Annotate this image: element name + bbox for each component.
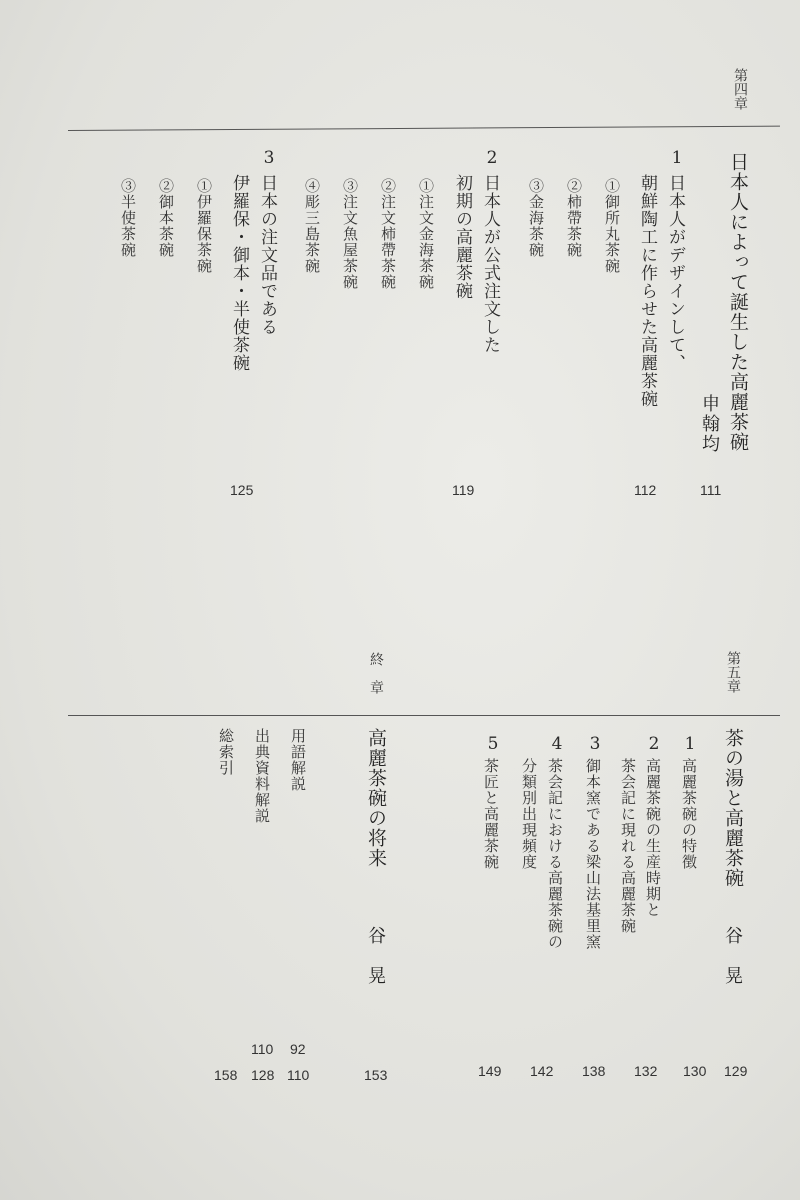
chapter5-label: 第五章 — [725, 651, 741, 693]
ch5-sec4-line1[interactable]: 茶会記における高麗茶碗の — [546, 758, 564, 950]
ch5-sec4-page: 142 — [530, 1063, 554, 1079]
chapter5-author: 谷 晃 — [722, 926, 743, 986]
ch5-sec3-num: 3 — [585, 734, 605, 755]
appendix-index[interactable]: 総索引 — [217, 728, 235, 776]
ch4-sec2-item2: ②注文柿帶茶碗 — [379, 178, 397, 290]
ch4-sec2-item3: ③注文魚屋茶碗 — [341, 178, 359, 290]
ch4-sec2-item4: ④彫三島茶碗 — [303, 178, 321, 274]
appendix-glossary-page: 110 — [287, 1067, 310, 1083]
appendix-glossary-page-top: 92 — [290, 1041, 306, 1057]
chapter4-page: 111 — [700, 482, 722, 498]
chapter4-label: 第四章 — [732, 68, 748, 110]
ch4-sec2-title-line1[interactable]: 日本人が公式注文した — [480, 174, 500, 354]
ch5-sec1-page: 130 — [683, 1063, 707, 1079]
final-author: 谷 晃 — [365, 926, 386, 986]
ch4-sec2-page: 119 — [452, 482, 475, 498]
ch4-sec1-item3: ③金海茶碗 — [527, 178, 545, 258]
ch4-sec1-title-line1[interactable]: 日本人がデザインして、 — [665, 174, 685, 372]
ch4-sec3-item2: ②御本茶碗 — [157, 178, 175, 258]
appendix-index-page: 158 — [214, 1067, 238, 1083]
ch5-sec2-num: 2 — [644, 734, 664, 755]
ch5-sec2-line2[interactable]: 茶会記に現れる高麗茶碗 — [619, 758, 637, 934]
ch4-sec3-title-line1[interactable]: 日本の注文品である — [257, 174, 277, 336]
ch4-sec3-item1: ①伊羅保茶碗 — [195, 178, 213, 274]
chapter5-page: 129 — [724, 1063, 748, 1079]
ch5-sec5-page: 149 — [478, 1063, 502, 1079]
ch5-sec2-page: 132 — [634, 1063, 658, 1079]
ch4-sec3-title-line2[interactable]: 伊羅保・御本・半使茶碗 — [229, 174, 249, 372]
chapter5-title[interactable]: 茶の湯と高麗茶碗 — [722, 728, 744, 888]
ch5-sec3-page: 138 — [582, 1063, 606, 1079]
chapter4-rule — [68, 126, 780, 131]
final-title[interactable]: 高麗茶碗の将来 — [365, 728, 387, 868]
ch4-sec1-title-line2[interactable]: 朝鮮陶工に作らせた高麗茶碗 — [637, 174, 657, 408]
chapter4-author: 申翰均 — [699, 394, 720, 454]
ch5-sec5-line1[interactable]: 茶匠と高麗茶碗 — [482, 758, 500, 870]
ch5-sec1-num: 1 — [680, 734, 700, 755]
ch5-sec4-num: 4 — [547, 734, 567, 755]
appendix-glossary[interactable]: 用語解説 — [289, 728, 307, 792]
ch5-sec2-line1[interactable]: 高麗茶碗の生産時期と — [644, 758, 662, 918]
ch4-sec2-num: 2 — [482, 148, 502, 169]
ch4-sec1-item2: ②柿帶茶碗 — [565, 178, 583, 258]
ch4-sec3-num: 3 — [259, 148, 279, 169]
appendix-sources-page-top: 110 — [251, 1041, 274, 1057]
chapter5-rule — [68, 715, 780, 716]
ch4-sec3-item3: ③半使茶碗 — [119, 178, 137, 258]
ch5-sec1-line1[interactable]: 高麗茶碗の特徴 — [680, 758, 698, 870]
ch4-sec2-title-line2[interactable]: 初期の高麗茶碗 — [452, 174, 472, 300]
ch4-sec2-item1: ①注文金海茶碗 — [417, 178, 435, 290]
ch4-sec1-page: 112 — [634, 482, 657, 498]
final-page: 153 — [364, 1067, 388, 1083]
ch5-sec3-line1[interactable]: 御本窯である梁山法基里窯 — [584, 758, 602, 950]
final-label: 終 章 — [368, 652, 384, 694]
appendix-sources-page: 128 — [251, 1067, 275, 1083]
appendix-sources[interactable]: 出典資料解説 — [253, 728, 271, 824]
ch5-sec4-line2[interactable]: 分類別出現頻度 — [520, 758, 538, 870]
chapter4-title[interactable]: 日本人によって誕生した高麗茶碗 — [727, 152, 749, 452]
ch4-sec3-page: 125 — [230, 482, 254, 498]
ch4-sec1-num: 1 — [667, 148, 687, 169]
ch4-sec1-item1: ①御所丸茶碗 — [603, 178, 621, 274]
ch5-sec5-num: 5 — [483, 734, 503, 755]
